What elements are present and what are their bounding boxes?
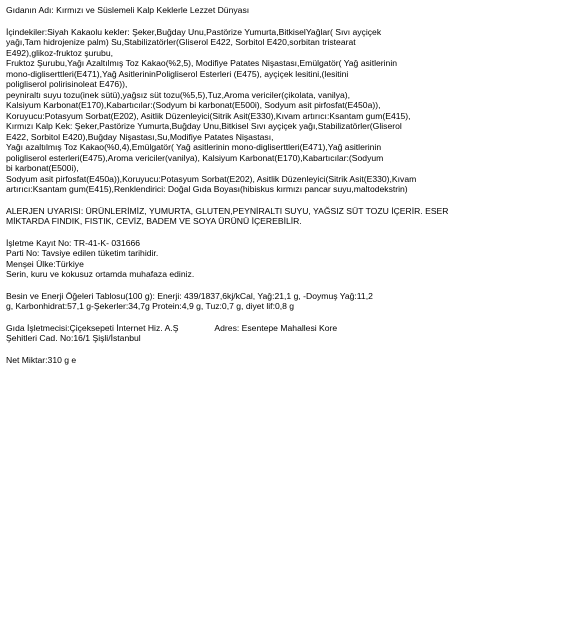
ingredients-line: yağı,Tam hidrojenize palm) Su,Stabilizatörler(Gliserol E422, Sorbitol E420,sorbitan tristearat	[6, 37, 356, 47]
nutrition-line: g, Karbonhidrat:57,1 g-Şekerler:34,7g Protein:4,9 g, Tuz:0,7 g, diyet lif:0,8 g	[6, 301, 295, 311]
product-label-document	[6, 5, 576, 365]
net-amount: Net Miktar:310 g e	[6, 354, 77, 365]
ingredients-line: peyniraltı suyu tozu(inek sütü),yağsız süt tozu(%5,5),Tuz,Aroma vericiler(çikolata, vanilya),	[6, 89, 351, 100]
ingredients-line: Fruktoz Şurubu,Yağı Azaltılmış Toz Kakao(%2,5), Modifiye Patates Nişastası,Emülgatör( Yağ asitlerinin	[6, 58, 398, 68]
ingredients-line: artırıcı:Ksantam gum(E415),Renklendirici: Doğal Gıda Boyası(hibiskus kırmızı pancar suyu,maltodekstrin)	[6, 184, 408, 194]
ingredients-line: E422, Sorbitol E420),Buğday Nişastası,Su,Modifiye Patates Nişastası,	[6, 131, 274, 142]
ingredients-line: bi karbonat(E500i),	[6, 163, 79, 173]
spacer	[6, 344, 576, 355]
ingredients-line: poligliserol esterleri(E475),Aroma vericiler(vanilya), Kalsiyum Karbonat(E170),Kabartıcılar:(Sodyum	[6, 152, 384, 163]
spacer	[6, 195, 576, 206]
operator-address-row	[6, 323, 576, 334]
nutrition-section	[6, 291, 576, 312]
allergen-warning-line: ALERJEN UYARISI: ÜRÜNLERİMİZ, YUMURTA, GLUTEN,PEYNİRALTI SUYU, YAĞSIZ SÜT TOZU İÇERİR. ESER	[6, 205, 449, 216]
ingredients-line: Kalsiyum Karbonat(E170),Kabartıcılar:(Sodyum bi karbonat(E500i), Sodyum asit pirfosfat(E450a)),	[6, 100, 381, 110]
ingredients-line: Sodyum asit pirfosfat(E450a)),Koruyucu:Potasyum Sorbat(E202), Asitlik Düzenleyici(Sitrik Asit(E330),Kıvam	[6, 173, 417, 184]
ingredients-line: E492),glikoz-fruktoz şurubu,	[6, 47, 113, 58]
ingredients-line: İçindekiler:Siyah Kakaolu kekler: Şeker,Buğday Unu,Pastörize Yumurta,BitkiselYağlar( Sıvı ayçiçek	[6, 26, 382, 37]
address-line-1: Adres: Esentepe Mahallesi Kore	[214, 322, 338, 333]
operator-section	[6, 323, 576, 344]
spacer	[6, 227, 576, 238]
address-line-2: Şehitleri Cad. No:16/1 Şişli/İstanbul	[6, 333, 141, 343]
allergen-warning-section	[6, 206, 576, 227]
spacer	[6, 280, 576, 291]
allergen-warning-line: MİKTARDA FINDIK, FISTIK, CEVİZ, BADEM VE SOYA ÜRÜNÜ İÇEREBİLİR.	[6, 216, 302, 226]
ingredients-line: Koruyucu:Potasyum Sorbat(E202), Asitlik Düzenleyici(Sitrik Asit(E330),Kıvam artırıcı:Ksantam gum(E415),	[6, 110, 411, 121]
product-name-section	[6, 5, 576, 16]
spacer	[6, 312, 576, 323]
ingredients-section	[6, 27, 576, 195]
nutrition-line: Besin ve Enerji Öğeleri Tablosu(100 g): Enerji: 439/1837,6kj/kCal, Yağ:21,1 g, -Doymuş Yağ:11,2	[6, 290, 373, 301]
ingredients-line: Yağı azaltılmış Toz Kakao(%0,4),Emülgatör( Yağ asitlerinin mono-digliserttleri(E471),Yağ asitlerinin	[6, 142, 382, 152]
registration-section	[6, 238, 576, 280]
country-of-origin: Menşei Ülke:Türkiye	[6, 258, 84, 269]
ingredients-line: Kırmızı Kalp Kek: Şeker,Pastörize Yumurta,Buğday Unu,Bitkisel Sıvı ayçiçek yağı,Stabilizatörler(Gliserol	[6, 121, 402, 131]
spacer	[6, 16, 576, 27]
food-operator: Gıda İşletmecisi:Çiçeksepeti İnternet Hiz. A.Ş	[6, 322, 179, 333]
registration-number: İşletme Kayıt No: TR-41-K- 031666	[6, 237, 141, 248]
lot-number: Parti No: Tavsiye edilen tüketim tarihidir.	[6, 248, 159, 258]
ingredients-line: mono-digliserttleri(E471),Yağ AsitlerininPoligliserol Esterleri (E475), ayçiçek lesitini,(lesitini	[6, 68, 349, 79]
ingredients-line: poligliserol polirisinoleat E476)),	[6, 79, 128, 89]
net-amount-section	[6, 355, 576, 366]
storage-instructions: Serin, kuru ve kokusuz ortamda muhafaza ediniz.	[6, 269, 195, 279]
product-name: Gıdanın Adı: Kırmızı ve Süslemeli Kalp Keklerle Lezzet Dünyası	[6, 5, 250, 15]
